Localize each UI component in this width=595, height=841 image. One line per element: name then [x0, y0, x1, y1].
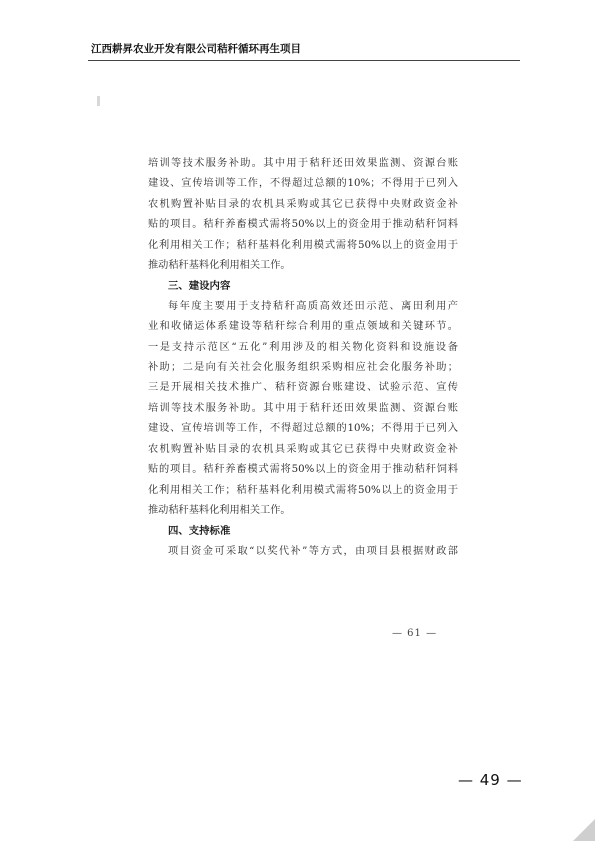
body-line: 建设、宣传培训等工作，不得超过总额的10%；不得用于已列入	[148, 423, 458, 435]
body-line: 化利用相关工作；秸秆基料化利用模式需将50%以上的资金用于	[148, 484, 458, 496]
body-line: 推动秸秆基料化利用相关工作。	[148, 504, 291, 516]
body-line: 农机购置补贴目录的农机具采购或其它已获得中央财政资金补	[148, 198, 458, 210]
body-line: 培训等技术服务补助。其中用于秸秆还田效果监测、资源台账	[148, 158, 458, 169]
body-line: 贴的项目。秸秆养畜模式需将50%以上的资金用于推动秸秆饲料	[148, 464, 458, 476]
body-line: 项目资金可采取“以奖代补”等方式，由项目县根据财政部	[168, 545, 458, 557]
document-header: 江西耕昇农业开发有限公司秸秆循环再生项目	[91, 43, 301, 55]
body-line: 每年度主要用于支持秸秆高质高效还田示范、离田利用产	[168, 300, 458, 312]
page-corner	[573, 819, 595, 841]
section-heading: 三、建设内容	[168, 280, 231, 293]
document-body	[148, 154, 458, 562]
body-line: 业和收储运体系建设等秸秆综合利用的重点领域和关键环节。	[148, 321, 458, 333]
body-line: 一是支持示范区“五化”利用涉及的相关物化资料和设施设备	[148, 341, 458, 353]
body-line: 补助；二是向有关社会化服务组织采购相应社会化服务补助；	[148, 362, 458, 374]
body-line: 化利用相关工作；秸秆基料化利用模式需将50%以上的资金用于	[148, 239, 458, 251]
body-line: 三是开展相关技术推广、秸秆资源台账建设、试验示范、宣传	[148, 382, 458, 394]
section-heading: 四、支持标准	[168, 525, 231, 538]
scan-artifact	[97, 96, 100, 106]
outer-page-number: — 49 —	[458, 771, 523, 789]
inner-page-number: — 61 —	[392, 628, 438, 639]
body-line: 农机购置补贴目录的农机具采购或其它已获得中央财政资金补	[148, 443, 458, 455]
header-divider	[88, 60, 520, 61]
body-line: 推动秸秆基料化利用相关工作。	[148, 260, 291, 272]
body-line: 建设、宣传培训等工作，不得超过总额的10%；不得用于已列入	[148, 178, 458, 190]
body-line: 培训等技术服务补助。其中用于秸秆还田效果监测、资源台账	[148, 402, 458, 414]
body-line: 贴的项目。秸秆养畜模式需将50%以上的资金用于推动秸秆饲料	[148, 219, 458, 231]
